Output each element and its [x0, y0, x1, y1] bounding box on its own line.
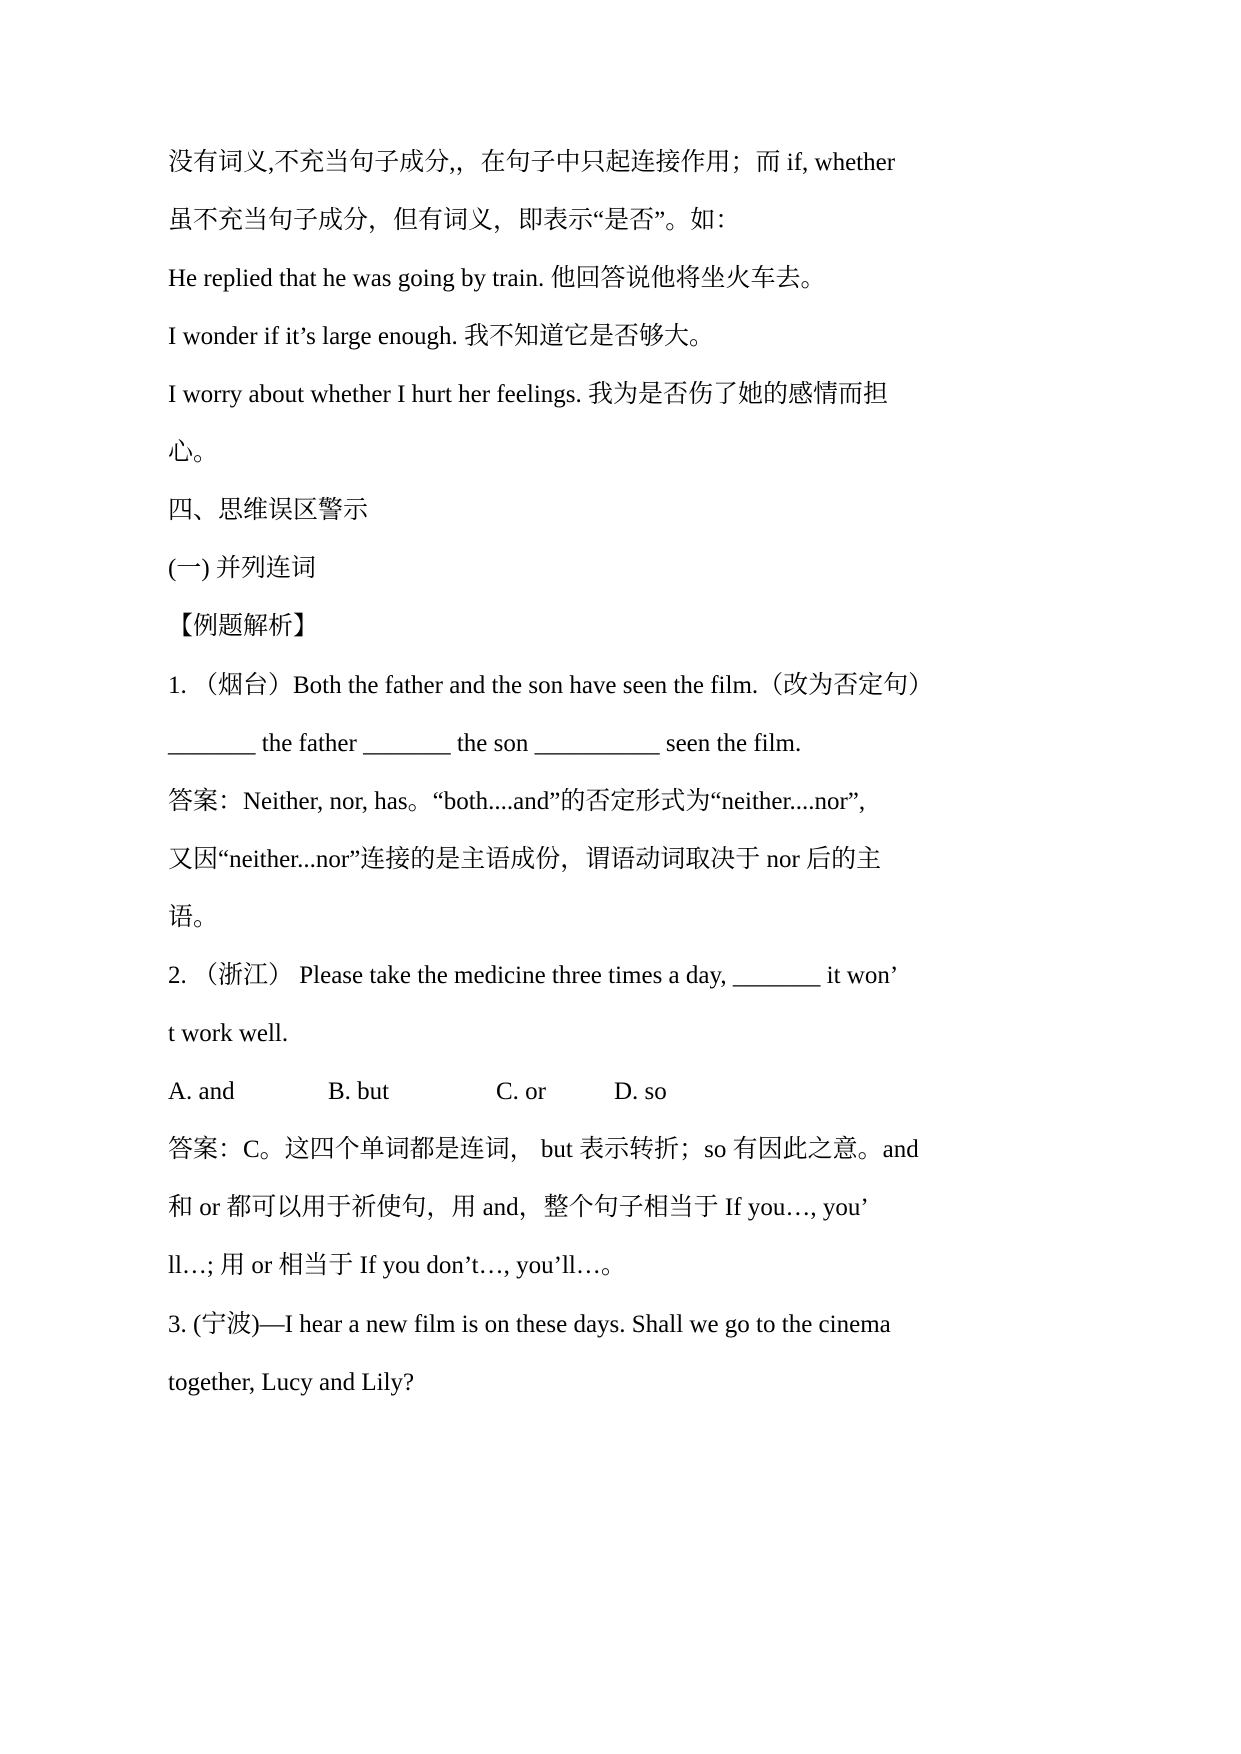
answer-2: 答案：C。这四个单词都是连词， but 表示转折；so 有因此之意。and — [168, 1136, 919, 1163]
question-3: together, Lucy and Lily? — [168, 1369, 415, 1396]
question-1-blanks: _______ the father _______ the son __________ seen the film. — [168, 730, 802, 757]
example-analysis-heading: 【例题解析】 — [168, 613, 319, 640]
question-2: t work well. — [168, 1020, 289, 1047]
answer-1-explanation: 语。 — [168, 904, 219, 931]
option-a: A. and — [168, 1078, 235, 1105]
answer-2-explanation: ll…; 用 or 相当于 If you don’t…, you’ll…。 — [168, 1252, 626, 1279]
example-sentence: I worry about whether I hurt her feelings. 我为是否伤了她的感情而担 — [168, 381, 888, 408]
text-line: 虽不充当句子成分，但有词义，即表示“是否”。如： — [168, 207, 741, 234]
option-b: B. but — [328, 1078, 390, 1105]
text-line: 心。 — [168, 439, 219, 466]
answer-1-explanation: 又因“neither...nor”连接的是主语成份，谓语动词取决于 nor 后的主 — [168, 846, 882, 873]
question-2: 2. （浙江） Please take the medicine three times a day, _______ it won’ — [168, 962, 899, 989]
example-sentence: I wonder if it’s large enough. 我不知道它是否够大。 — [168, 323, 714, 350]
question-3: 3. (宁波)—I hear a new film is on these days. Shall we go to the cinema — [168, 1311, 891, 1338]
option-c: C. or — [496, 1078, 546, 1105]
subsection-heading: (一) 并列连词 — [168, 555, 316, 582]
text-line: 没有词义,不充当句子成分,，在句子中只起连接作用；而 if, whether — [168, 149, 896, 176]
question-2-options — [168, 1077, 868, 1107]
answer-1: 答案：Neither, nor, has。“both....and”的否定形式为“neither....nor”, — [168, 788, 866, 815]
section-heading: 四、思维误区警示 — [168, 497, 369, 524]
answer-2-explanation: 和 or 都可以用于祈使句，用 and，整个句子相当于 If you…, you’ — [168, 1194, 869, 1221]
example-sentence: He replied that he was going by train. 他回答说他将坐火车去。 — [168, 265, 826, 292]
option-d: D. so — [614, 1078, 667, 1105]
question-1: 1. （烟台）Both the father and the son have seen the film.（改为否定句） — [168, 672, 934, 699]
